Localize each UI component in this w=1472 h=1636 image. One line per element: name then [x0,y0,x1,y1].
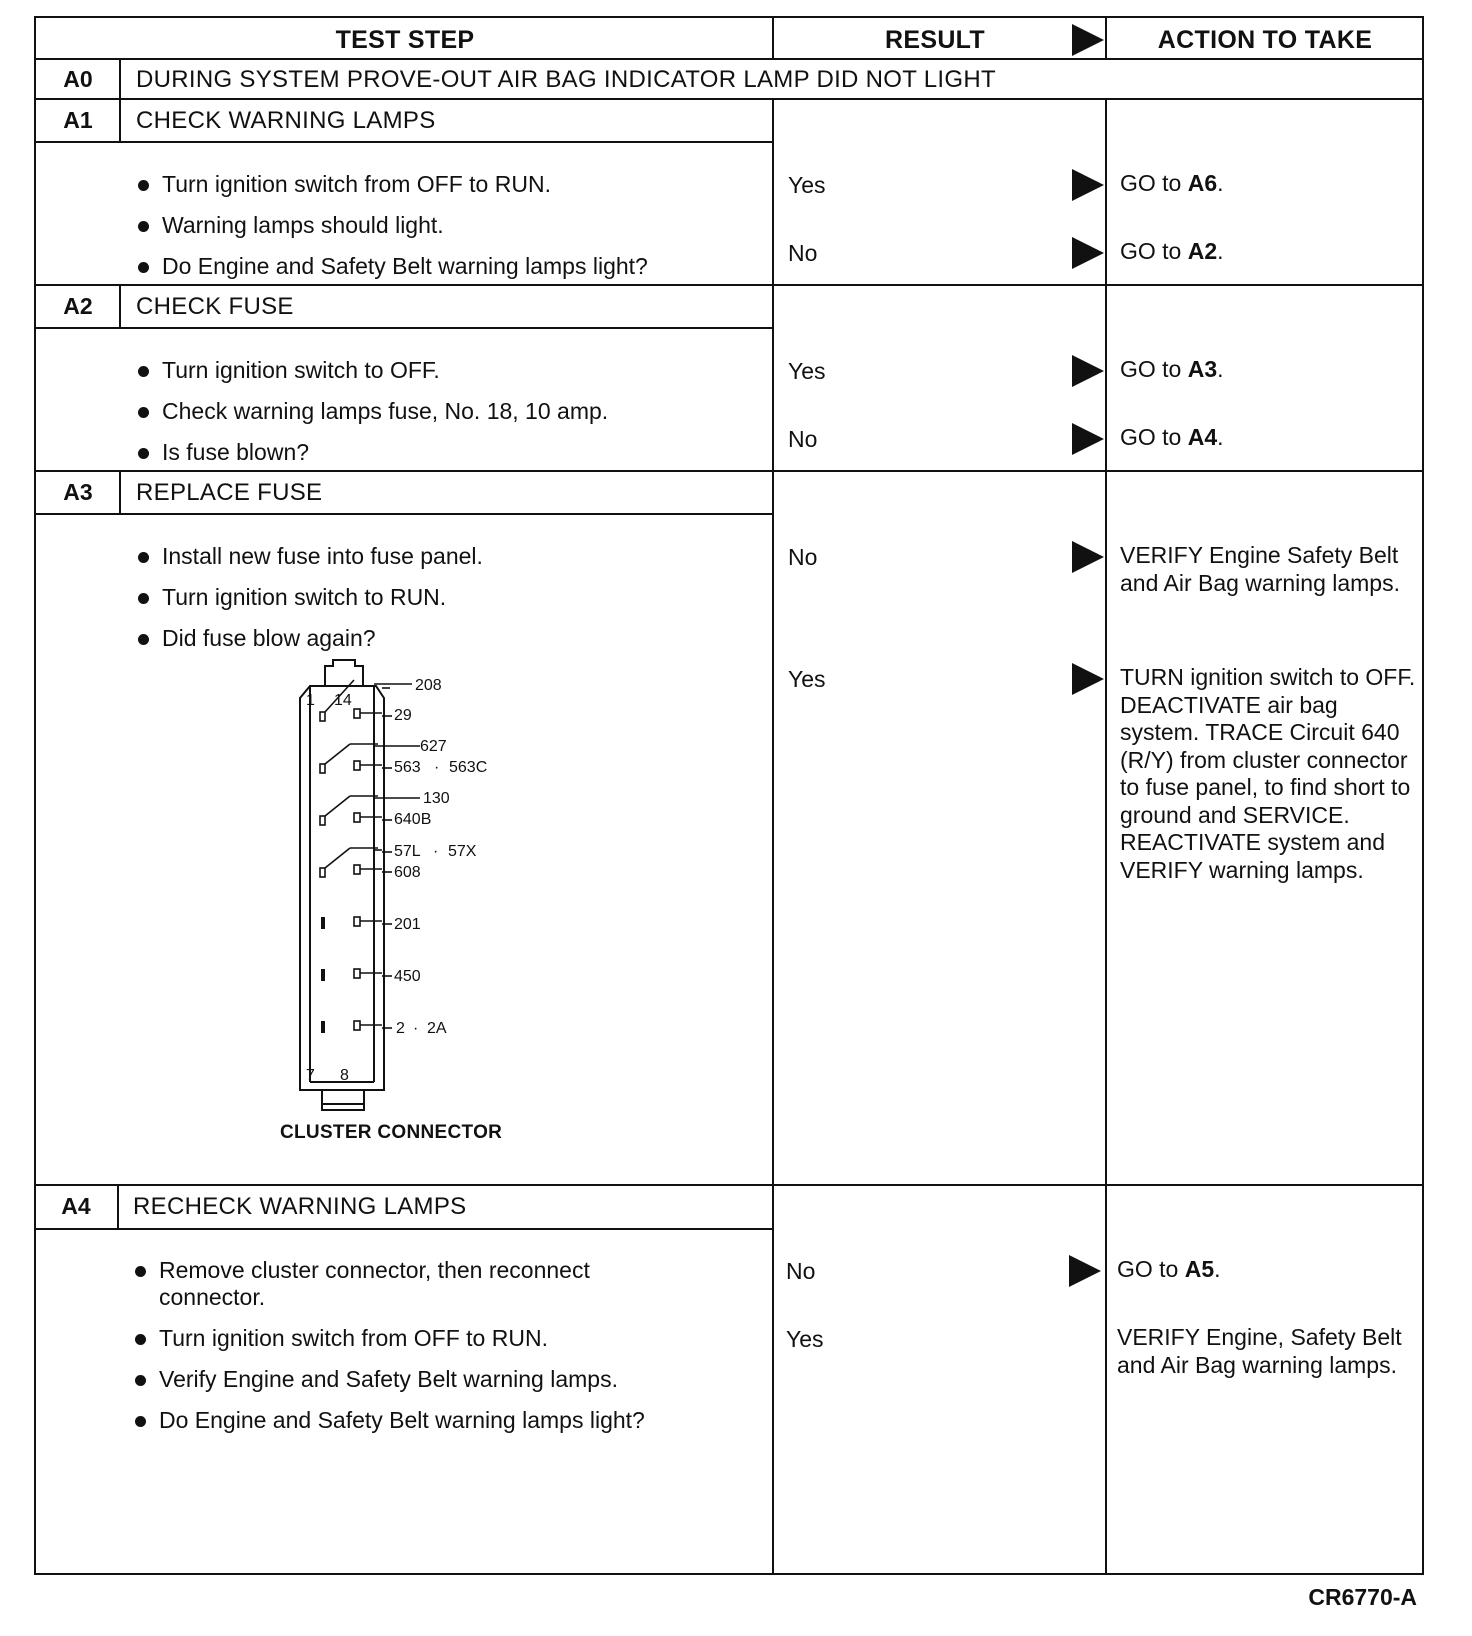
step-id-a2: A2 [63,293,93,319]
bullet-item: Did fuse blow again? [136,625,376,652]
id-col-divider [119,98,121,141]
step-id-a3: A3 [63,479,93,505]
wire-label: 29 [394,707,412,724]
wire-label: 563 [394,759,421,776]
step-title-underline [36,1228,774,1230]
arrow-icon [1069,1255,1101,1287]
id-col-divider [119,470,121,513]
wire-separator: · [434,759,440,776]
result-no: No [788,240,818,266]
wire-separator: · [413,1020,419,1037]
connector-body [300,660,384,1110]
wire-label: 450 [394,968,421,985]
result-no: No [788,426,818,452]
wire-label: 57X [448,843,477,860]
step-title-underline [36,141,774,143]
wire-label: 640B [394,811,432,828]
result-yes: Yes [788,358,826,384]
action-go-to: GO to A2. [1120,238,1224,264]
step-id-a4: A4 [61,1193,91,1219]
bullet-item: Turn ignition switch to OFF. [136,357,440,384]
header-test-step: TEST STEP [335,26,475,54]
step-title-a2: CHECK FUSE [136,293,294,320]
step-title-underline [36,513,774,515]
step-id-a1: A1 [63,107,93,133]
figure-code: CR6770-A [1308,1584,1417,1610]
bullet-item: Turn ignition switch from OFF to RUN. [133,1325,548,1352]
action-text: TURN ignition switch to OFF. DEACTIVATE air bag system. TRACE Circuit 640 (R/Y) from cluster connector to fuse panel, to find short to ground and SERVICE. REACTIVATE system and VERIFY warning lamps. [1120,664,1416,883]
step-title-a0: DURING SYSTEM PROVE-OUT AIR BAG INDICATOR LAMP DID NOT LIGHT [136,66,996,93]
action-col-divider [1105,98,1107,1575]
connector-labels [306,677,487,1084]
step-title-a1: CHECK WARNING LAMPS [136,107,436,134]
wire-label: 2 [396,1020,405,1037]
wire-label: 208 [415,677,442,694]
bullet-item: Do Engine and Safety Belt warning lamps light? [136,253,648,280]
arrow-icon [1072,355,1104,387]
bullet-item: Warning lamps should light. [136,212,444,239]
bullet-item: Check warning lamps fuse, No. 18, 10 amp. [136,398,608,425]
wire-label: 563C [449,759,488,776]
bullet-item: Do Engine and Safety Belt warning lamps light? [133,1407,645,1434]
step-title-a3: REPLACE FUSE [136,479,323,506]
pin-number-label: 14 [334,692,352,709]
wire-separator: · [433,843,439,860]
bullet-item: Install new fuse into fuse panel. [136,543,483,570]
arrow-icon [1072,169,1104,201]
result-yes: Yes [788,666,826,692]
wire-label: 130 [423,790,450,807]
bullet-item: Turn ignition switch to RUN. [136,584,446,611]
header-col-divider-2 [1105,18,1107,58]
wire-label: 57L [394,843,421,860]
result-no: No [788,544,818,570]
id-col-divider [119,58,121,98]
header-arrow-icon [1072,24,1104,56]
pin-number-label: 7 [306,1067,315,1084]
wire-label: 608 [394,864,421,881]
step-title-a4: RECHECK WARNING LAMPS [133,1193,467,1220]
row-divider [36,98,1422,100]
diagram-caption: CLUSTER CONNECTOR [280,1122,503,1143]
wire-label: 201 [394,916,421,933]
id-col-divider [117,1184,119,1228]
arrow-icon [1072,237,1104,269]
row-divider [36,470,1422,472]
action-go-to: GO to A5. [1117,1256,1221,1282]
action-go-to: GO to A6. [1120,170,1224,196]
step-id-a0: A0 [63,66,93,92]
action-go-to: GO to A4. [1120,424,1224,450]
pin-number-label: 1 [306,692,315,709]
arrow-icon [1072,663,1104,695]
row-divider [36,284,1422,286]
header-result: RESULT [885,26,985,54]
result-no: No [786,1258,816,1284]
pin-number-label: 8 [340,1067,349,1084]
cluster-connector-diagram [270,658,550,1138]
filled-terminals [321,917,325,1033]
wire-label: 627 [420,738,447,755]
bullet-item: Turn ignition switch from OFF to RUN. [136,171,551,198]
result-yes: Yes [786,1326,824,1352]
bullet-item: Verify Engine and Safety Belt warning lamps. [133,1366,618,1393]
id-col-divider [119,284,121,327]
action-go-to: GO to A3. [1120,356,1224,382]
wire-label: 2A [427,1020,447,1037]
arrow-icon [1072,423,1104,455]
result-col-divider [772,98,774,1575]
row-divider [36,1184,1422,1186]
header-col-divider-1 [772,18,774,58]
result-yes: Yes [788,172,826,198]
action-text: VERIFY Engine, Safety Belt and Air Bag warning lamps. [1117,1324,1402,1378]
header-action: ACTION TO TAKE [1157,26,1373,54]
action-text: VERIFY Engine Safety Belt and Air Bag warning lamps. [1120,542,1400,596]
step-title-underline [36,327,774,329]
bullet-item: Is fuse blown? [136,439,309,466]
bullet-item: Remove cluster connector, then reconnect connector. [133,1257,669,1311]
arrow-icon [1072,541,1104,573]
